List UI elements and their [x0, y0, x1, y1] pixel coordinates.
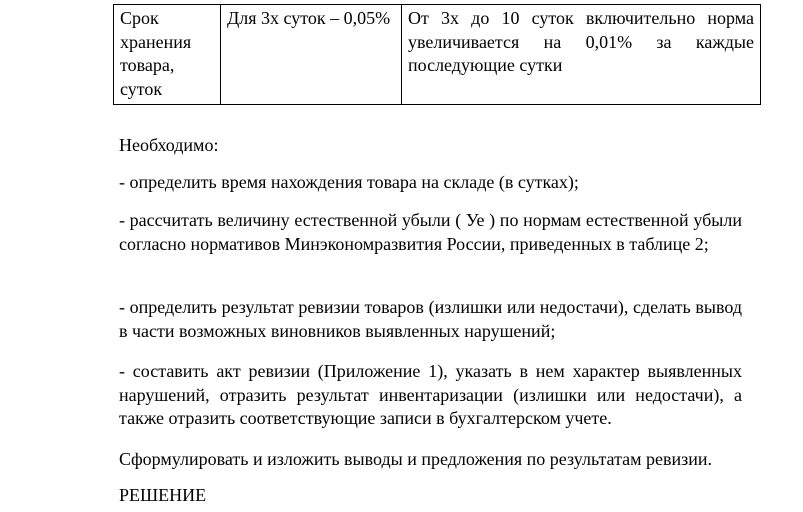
norm-increment-cell: От 3х до 10 суток включительно норма увеличивается на 0,01% за каждые последующие сутки: [402, 5, 761, 105]
task-item-storage-time: - определить время нахождения товара на складе (в сутках);: [119, 172, 579, 192]
task-item-natural-loss: - рассчитать величину естественной убыли ( Уе ) по нормам естественной убыли согласно нормативов Минэкономразвития России, приведенных в таблице 2;: [119, 210, 742, 254]
task-conclusion: Сформулировать и изложить выводы и предложения по результатам ревизии.: [119, 449, 713, 469]
base-norm-cell: Для 3х суток – 0,05%: [221, 5, 402, 105]
table-row: [114, 5, 761, 105]
solution-heading: РЕШЕНИЕ: [119, 485, 207, 505]
task-item-audit-result: - определить результат ревизии товаров (излишки или недостачи), сделать вывод в части возможных виновников выявленных нарушений;: [119, 297, 742, 341]
task-intro: Необходимо:: [119, 135, 219, 155]
norms-table: [113, 4, 761, 105]
task-item-audit-act: - составить акт ревизии (Приложение 1), указать в нем характер выявленных нарушений, отразить результат инвентаризации (излишки или недостачи), а также отразить соответствующие записи в бухгалтерском учете.: [119, 361, 742, 428]
storage-period-label-cell: Срок хранения товара, суток: [114, 5, 221, 105]
